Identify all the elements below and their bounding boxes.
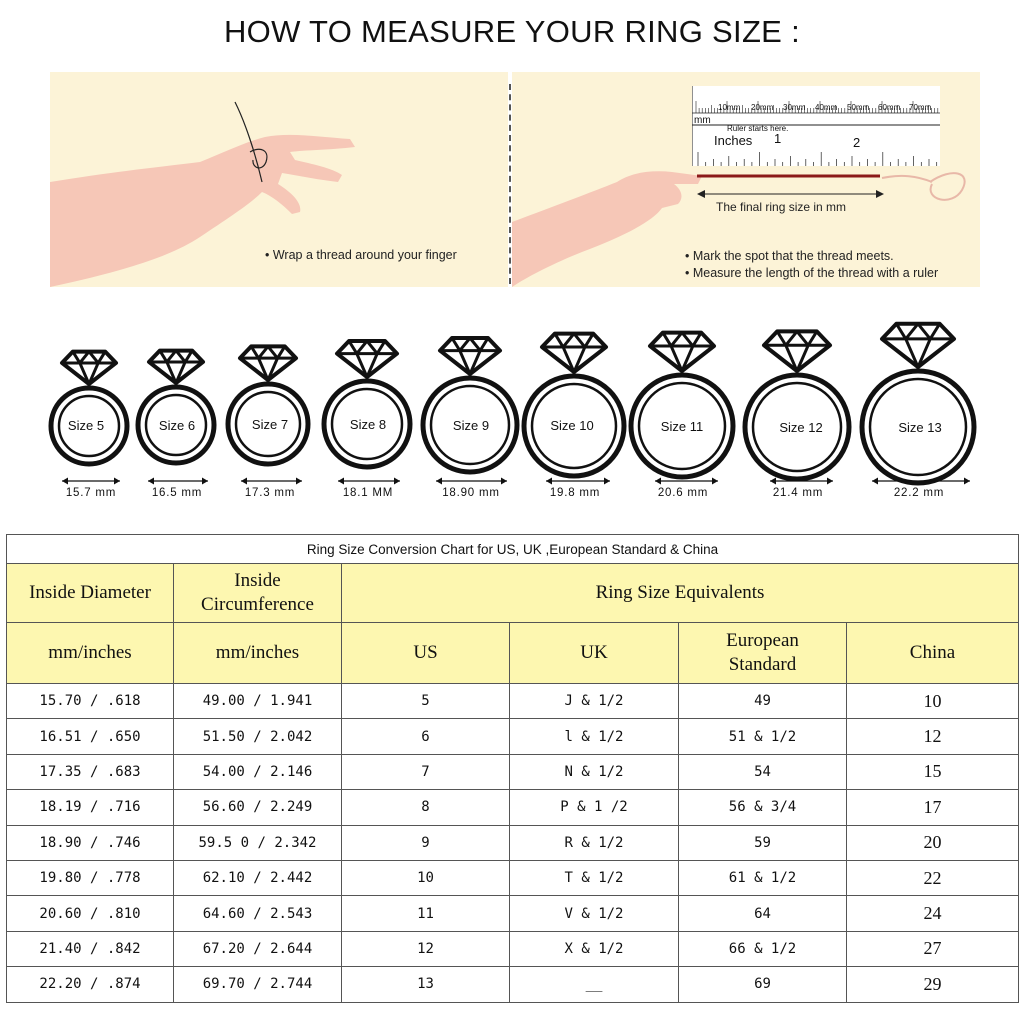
- table-cell: 54: [679, 754, 847, 789]
- diameter-arrow: [62, 478, 120, 485]
- table-cell: 51 & 1/2: [679, 719, 847, 754]
- table-cell: X & 1/2: [510, 931, 679, 966]
- ring-diameter-label: 18.1 MM: [342, 487, 394, 499]
- table-cell: 9: [342, 825, 510, 860]
- table-cell: 69: [679, 967, 847, 1002]
- header-inside-diameter: Inside Diameter: [7, 564, 174, 623]
- ring-size-label: Size 8: [349, 417, 387, 432]
- table-cell: 49.00 / 1.941: [174, 684, 342, 719]
- table-cell: 62.10 / 2.442: [174, 860, 342, 895]
- table-row: [7, 825, 1019, 860]
- table-cell: J & 1/2: [510, 684, 679, 719]
- table-cell: 51.50 / 2.042: [174, 719, 342, 754]
- header-uk: UK: [510, 623, 679, 684]
- table-cell: P & 1 /2: [510, 790, 679, 825]
- diameter-arrow: [241, 478, 302, 485]
- ring-size-conversion-table: [6, 534, 1019, 1003]
- table-cell: 22: [847, 860, 1019, 895]
- ring-icon: [524, 334, 624, 476]
- table-cell: 49: [679, 684, 847, 719]
- table-caption: Ring Size Conversion Chart for US, UK ,European Standard & China: [7, 535, 1019, 564]
- ruler-mm-tick: 10mm: [718, 103, 741, 112]
- table-cell: 66 & 1/2: [679, 931, 847, 966]
- ruler-starts-label: Ruler starts here.: [727, 124, 789, 133]
- header-ring-size-equivalents: Ring Size Equivalents: [342, 564, 1019, 623]
- table-cell: 22.20 / .874: [7, 967, 174, 1002]
- table-cell: 64.60 / 2.543: [174, 896, 342, 931]
- ruler-mm-tick: 40mm: [815, 103, 838, 112]
- table-cell: 59: [679, 825, 847, 860]
- diameter-arrow: [338, 478, 400, 485]
- ring-size-label: Size 13: [898, 420, 942, 435]
- final-size-label: The final ring size in mm: [716, 200, 847, 214]
- table-cell: 12: [847, 719, 1019, 754]
- ring-diameter-label: 18.90 mm: [442, 487, 500, 499]
- table-cell: 64: [679, 896, 847, 931]
- table-cell: 10: [847, 684, 1019, 719]
- header-unit-circumference: mm/inches: [174, 623, 342, 684]
- mark-spot-caption: • Mark the spot that the thread meets.: [685, 249, 894, 263]
- ruler: [692, 86, 940, 166]
- ring-icon: [745, 331, 849, 479]
- ring-size-label: Size 11: [660, 419, 704, 434]
- ruler-mm-tick: 20mm: [751, 103, 774, 112]
- table-row: [7, 684, 1019, 719]
- header-unit-diameter: mm/inches: [7, 623, 174, 684]
- table-cell: R & 1/2: [510, 825, 679, 860]
- table-row: [7, 790, 1019, 825]
- table-cell: 10: [342, 860, 510, 895]
- table-cell: 11: [342, 896, 510, 931]
- ruler-mm-tick: 70mm: [909, 103, 932, 112]
- table-cell: 19.80 / .778: [7, 860, 174, 895]
- ring-diameter-label: 16.5 mm: [151, 487, 203, 499]
- ruler-inch-tick: 2: [853, 135, 861, 150]
- table-cell: 12: [342, 931, 510, 966]
- diameter-arrow: [148, 478, 208, 485]
- table-cell: 21.40 / .842: [7, 931, 174, 966]
- table-cell: 69.70 / 2.744: [174, 967, 342, 1002]
- table-cell: 29: [847, 967, 1019, 1002]
- ring-diameter-label: 21.4 mm: [772, 487, 824, 499]
- panel-divider: [509, 84, 511, 284]
- table-cell: 15.70 / .618: [7, 684, 174, 719]
- header-china: China: [847, 623, 1019, 684]
- table-cell: V & 1/2: [510, 896, 679, 931]
- table-row: [7, 860, 1019, 895]
- table-cell: 27: [847, 931, 1019, 966]
- ring-size-label: Size 6: [158, 418, 196, 433]
- page-title: HOW TO MEASURE YOUR RING SIZE :: [224, 14, 800, 49]
- table-cell: __: [510, 967, 679, 1002]
- table-cell: 8: [342, 790, 510, 825]
- table-row: [7, 896, 1019, 931]
- ring-icon: [228, 346, 308, 464]
- table-cell: 24: [847, 896, 1019, 931]
- table-cell: 56 & 3/4: [679, 790, 847, 825]
- ring-icon: [862, 324, 974, 483]
- table-cell: 7: [342, 754, 510, 789]
- ruler-mm-unit: mm: [694, 115, 711, 126]
- ring-diameter-label: 15.7 mm: [65, 487, 117, 499]
- ring-size-label: Size 9: [452, 418, 490, 433]
- diameter-arrow: [546, 478, 610, 485]
- ring-icon: [324, 341, 410, 467]
- ruler-mm-tick: 60mm: [878, 103, 901, 112]
- table-cell: 16.51 / .650: [7, 719, 174, 754]
- table-cell: 67.20 / 2.644: [174, 931, 342, 966]
- ring-size-label: Size 5: [67, 418, 105, 433]
- ring-diameter-label: 17.3 mm: [244, 487, 296, 499]
- table-cell: 59.5 0 / 2.342: [174, 825, 342, 860]
- measure-length-caption: • Measure the length of the thread with a ruler: [685, 266, 939, 280]
- table-cell: l & 1/2: [510, 719, 679, 754]
- table-row: [7, 931, 1019, 966]
- table-cell: 18.19 / .716: [7, 790, 174, 825]
- table-cell: 61 & 1/2: [679, 860, 847, 895]
- table-cell: 20: [847, 825, 1019, 860]
- ring-diameter-label: 19.8 mm: [549, 487, 601, 499]
- table-row: [7, 967, 1019, 1002]
- header-european: European Standard: [679, 623, 847, 684]
- thread-length-line: [695, 170, 895, 200]
- table-cell: N & 1/2: [510, 754, 679, 789]
- ring-size-label: Size 10: [550, 418, 594, 433]
- ring-icon: [631, 333, 733, 477]
- header-us: US: [342, 623, 510, 684]
- table-cell: 18.90 / .746: [7, 825, 174, 860]
- table-cell: 56.60 / 2.249: [174, 790, 342, 825]
- table-cell: 13: [342, 967, 510, 1002]
- table-row: [7, 754, 1019, 789]
- table-cell: 6: [342, 719, 510, 754]
- ring-diameter-label: 22.2 mm: [893, 487, 945, 499]
- ring-size-label: Size 12: [779, 420, 823, 435]
- table-cell: 20.60 / .810: [7, 896, 174, 931]
- ruler-inches-unit: Inches: [714, 133, 753, 148]
- ruler-mm-tick: 50mm: [847, 103, 870, 112]
- table-row: [7, 719, 1019, 754]
- table-cell: 17.35 / .683: [7, 754, 174, 789]
- ring-icon: [423, 338, 517, 472]
- table-cell: 54.00 / 2.146: [174, 754, 342, 789]
- diameter-arrow: [436, 478, 507, 485]
- table-cell: T & 1/2: [510, 860, 679, 895]
- ring-icon: [138, 351, 214, 463]
- ruler-mm-tick: 30mm: [783, 103, 806, 112]
- table-cell: 17: [847, 790, 1019, 825]
- ring-diameter-label: 20.6 mm: [657, 487, 709, 499]
- ring-size-label: Size 7: [251, 417, 289, 432]
- ring-icon: [51, 352, 127, 464]
- ruler-inch-tick: 1: [774, 131, 782, 146]
- wrap-thread-caption: • Wrap a thread around your finger: [265, 248, 457, 262]
- header-inside-circumference: Inside Circumference: [174, 564, 342, 623]
- table-cell: 15: [847, 754, 1019, 789]
- table-cell: 5: [342, 684, 510, 719]
